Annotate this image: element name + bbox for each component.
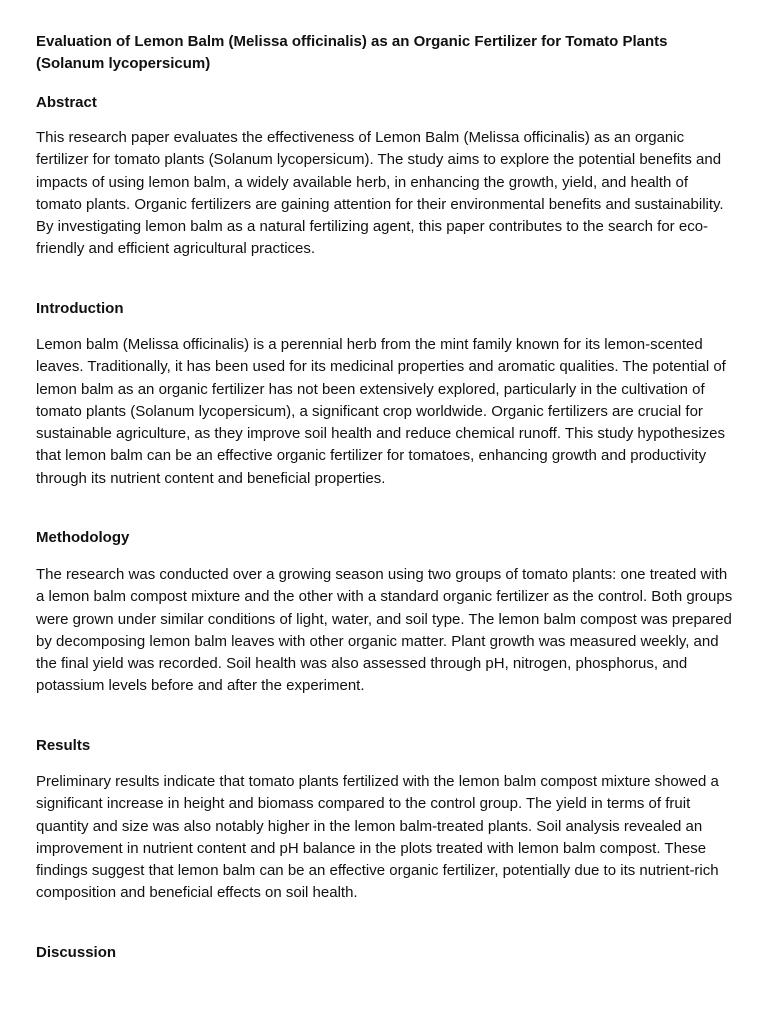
section-heading-discussion: Discussion <box>36 944 117 961</box>
paper-title: Evaluation of Lemon Balm (Melissa officinalis) as an Organic Fertilizer for Tomato Plants (Solanum lycopersicum) <box>36 33 668 72</box>
section-body-methodology: The research was conducted over a growing season using two groups of tomato plants: one treated with a lemon balm compost mixture and the other with a standard organic fertilizer as the control. Both groups were grown under similar conditions of light, water, and soil type. The lemon balm compost was prepared by decomposing lemon balm leaves with other organic matter. Plant growth was measured weekly, and the final yield was recorded. Soil health was also assessed through pH, nitrogen, phosphorus, and potassium levels before and after the experiment. <box>36 566 733 695</box>
section-body-results: Preliminary results indicate that tomato plants fertilized with the lemon balm compost mixture showed a significant increase in height and biomass compared to the control group. The yield in terms of fruit quantity and size was also notably higher in the lemon balm-treated plants. Soil analysis revealed an improvement in nutrient content and pH balance in the plots treated with lemon balm compost. These findings suggest that lemon balm can be an effective organic fertilizer, potentially due to its nutrient-rich composition and beneficial effects on soil health. <box>36 773 719 902</box>
section-body-introduction: Lemon balm (Melissa officinalis) is a perennial herb from the mint family known for its lemon-scented leaves. Traditionally, it has been used for its medicinal properties and aromatic qualities. The potential of lemon balm as an organic fertilizer has not been extensively explored, particularly in the cultivation of tomato plants (Solanum lycopersicum), a significant crop worldwide. Organic fertilizers are crucial for sustainable agriculture, as they improve soil health and reduce chemical runoff. This study hypothesizes that lemon balm can be an effective organic fertilizer for tomatoes, enhancing growth and productivity through its nutrient content and beneficial properties. <box>36 336 726 487</box>
section-heading-introduction: Introduction <box>36 300 124 317</box>
section-heading-abstract: Abstract <box>36 94 97 111</box>
section-body-abstract: This research paper evaluates the effectiveness of Lemon Balm (Melissa officinalis) as an organic fertilizer for tomato plants (Solanum lycopersicum). The study aims to explore the potential benefits and impacts of using lemon balm, a widely available herb, in enhancing the growth, yield, and health of tomato plants. Organic fertilizers are gaining attention for their environmental benefits and sustainability. By investigating lemon balm as a natural fertilizing agent, this paper contributes to the search for eco-friendly and efficient agricultural practices. <box>36 129 724 258</box>
section-heading-results: Results <box>36 737 91 754</box>
section-heading-methodology: Methodology <box>36 529 130 546</box>
